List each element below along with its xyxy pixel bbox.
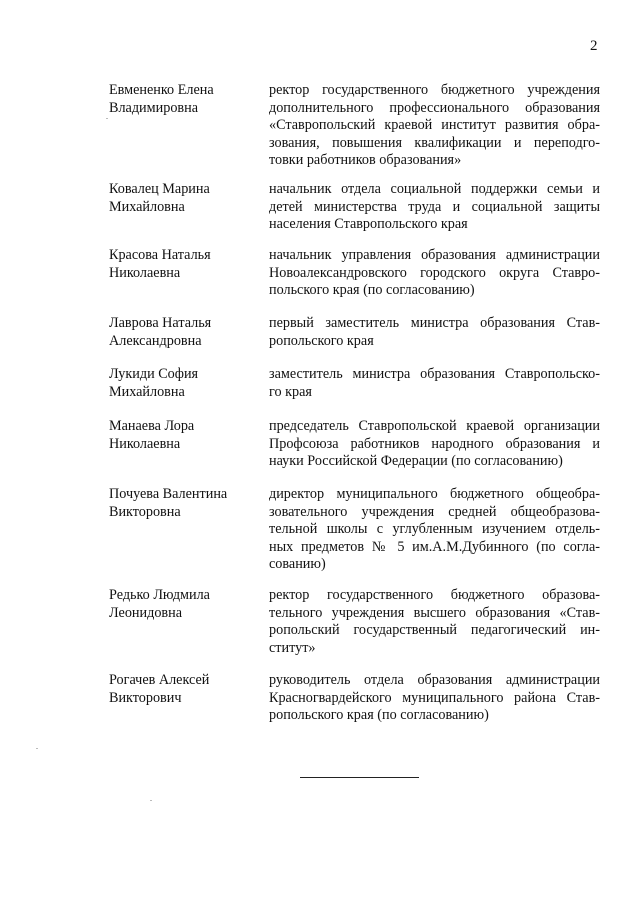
role-line: ропольского края — [269, 332, 374, 349]
member-role — [269, 82, 600, 170]
role-line: ректор государственного бюджетного учреждения — [269, 82, 600, 98]
role-line: ропольского края (по согласованию) — [269, 707, 489, 723]
page-number: 2 — [590, 38, 598, 54]
role-line: Новоалександровского городского округа Ставро- — [269, 264, 600, 281]
role-line: детей министерства труда и социальной защиты — [269, 198, 600, 215]
role-line: польского края (по согласованию) — [269, 282, 475, 298]
role-line: директор муниципального бюджетного общеобра- — [269, 486, 600, 502]
member-name: Рогачев Алексей Викторович — [109, 672, 210, 706]
role-line: тельного учреждения высшего образования «Став- — [269, 604, 600, 621]
scan-speck — [106, 118, 108, 119]
role-line: населения Ставропольского края — [269, 216, 468, 232]
member-role — [269, 366, 600, 401]
member-name: Красова Наталья Николаевна — [109, 247, 211, 281]
role-line: Красногвардейского муниципального района Став- — [269, 689, 600, 706]
member-name: Редько Людмила Леонидовна — [109, 587, 210, 621]
role-line: руководитель отдела образования администрации — [269, 672, 600, 688]
role-line: зования, повышения квалификации и переподго- — [269, 134, 600, 151]
role-line: науки Российской Федерации (по согласованию) — [269, 453, 563, 469]
role-line: «Ставропольский краевой институт развития обра- — [269, 117, 600, 133]
member-role — [269, 247, 600, 300]
member-name: Лукиди София Михайловна — [109, 366, 199, 400]
role-line: ститут» — [269, 639, 316, 656]
member-name: Почуева Валентина Викторовна — [109, 486, 228, 520]
member-role — [269, 486, 600, 574]
role-line: товки работников образования» — [269, 152, 462, 168]
role-line: первый заместитель министра образования Став- — [269, 315, 600, 331]
role-line: ропольский государственный педагогический ин- — [269, 622, 600, 638]
member-name: Ковалец Марина Михайловна — [109, 181, 210, 215]
role-line: председатель Ставропольской краевой организации — [269, 418, 600, 434]
role-line: тельной школы с углубленным изучением отдель- — [269, 521, 600, 537]
member-name: Манаева Лора Николаевна — [109, 418, 195, 452]
role-line: ректор государственного бюджетного образова- — [269, 587, 600, 603]
member-role — [269, 672, 600, 725]
member-role — [269, 315, 600, 350]
member-role — [269, 418, 600, 471]
member-role — [269, 181, 600, 234]
role-line: зовательного учреждения средней общеобразова- — [269, 503, 600, 520]
scan-speck — [36, 748, 38, 749]
role-line: начальник управления образования администрации — [269, 247, 600, 263]
member-name: Евмененко Елена Владимировна — [109, 82, 214, 116]
role-line: сованию) — [269, 556, 326, 572]
role-line: Профсоюза работников народного образования и — [269, 435, 600, 452]
role-line: дополнительного профессионального образования — [269, 99, 600, 116]
role-line: ных предметов № 5 им.А.М.Дубинного (по согла- — [269, 538, 600, 555]
role-line: заместитель министра образования Ставропольско- — [269, 366, 600, 382]
member-name: Лаврова Наталья Александровна — [109, 315, 212, 349]
member-role — [269, 587, 600, 657]
scan-speck — [150, 800, 152, 801]
role-line: го края — [269, 383, 312, 400]
role-line: начальник отдела социальной поддержки семьи и — [269, 181, 600, 197]
closing-divider — [300, 777, 419, 778]
